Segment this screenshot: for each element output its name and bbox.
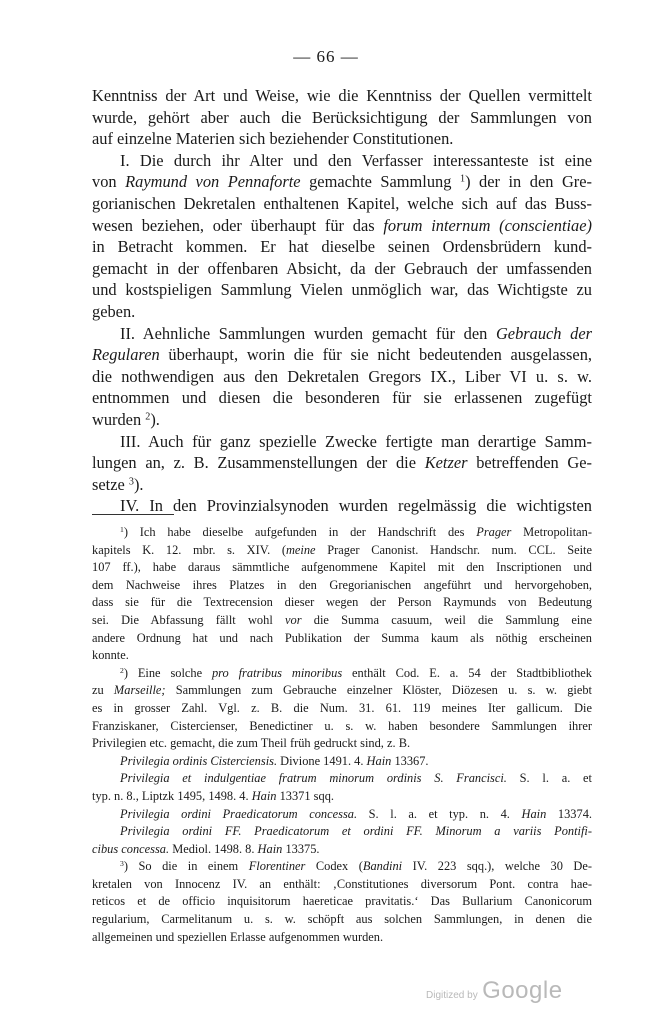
text-line: wurde, gehört aber auch die Berücksichtigung der Sammlungen von <box>92 107 592 127</box>
footnote-line: regularium, Carmelitanum u. s. w. schöpft aus solchen Sammlungen, in denen die <box>92 912 592 927</box>
footnote-line: es in grosser Zahl. Vgl. z. B. die Num. 31. 61. 119 meines Iter gallicum. Die <box>92 700 592 715</box>
footnote-line: reticos et de officio inquisitorum haereticae pravitatis.‘ Das Bullarium Canonicorum <box>92 894 592 909</box>
text-line: wurden $^2$). <box>92 409 160 429</box>
footnote-separator <box>92 514 174 515</box>
text-line: I. Die durch ihr Alter und den Verfasser interessanteste ist eine <box>120 150 592 170</box>
text-line: in Betracht kommen. Er hat dieselbe seinen Ordensbrüdern kund- <box>92 237 592 257</box>
text-line: Regularen überhaupt, worin die für sie nicht bedeutenden ausgelassen, <box>92 345 592 365</box>
footnote-line: zu Marseille; Sammlungen zum Gebrauche einzelner Klöster, Diözesen u. s. w. giebt <box>92 683 592 698</box>
footnote-line: cibus concessa. Mediol. 1498. 8. Hain 13375. <box>92 841 320 856</box>
watermark-prefix: Digitized by <box>426 990 478 1001</box>
text-line: die nothwendigen aus den Dekretalen Gregors IX., Liber VI u. s. w. <box>92 366 592 386</box>
footnote-line: sei. Die Abfassung fällt wohl vor die Summa casuum, weil die Sammlung eine <box>92 612 592 627</box>
footnote-line: Privilegia et indulgentiae fratrum minorum ordinis S. Francisci. S. l. a. et <box>120 771 592 786</box>
footnote-line: $^1$) Ich habe dieselbe aufgefunden in der Handschrift des Prager Metropolitan- <box>120 524 592 539</box>
footnote-line: $^3$) So die in einem Florentiner Codex (Bandini IV. 223 sqq.), welche 30 De- <box>120 859 592 874</box>
footnote-line: kretalen von Innocenz IV. an enthält: ‚Constitutiones diversorum Pont. contra hae- <box>92 876 592 891</box>
footnote-line: andere Ordnung hat und nach Publikation der Summa kaum als nöthig erscheinen <box>92 630 592 645</box>
text-line: gemacht in der offenbaren Absicht, da der Gebrauch der umfassenden <box>92 258 592 278</box>
footnote-line: konnte. <box>92 648 129 663</box>
footnote-line: Privilegia ordini FF. Praedicatorum et ordini FF. Minorum a variis Pontifi- <box>120 824 592 839</box>
text-line: Kenntniss der Art und Weise, wie die Kenntniss der Quellen vermittelt <box>92 86 592 105</box>
footnote-line: Privilegia ordini Praedicatorum concessa. S. l. a. et typ. n. 4. Hain 13374. <box>120 806 592 821</box>
google-logo: Google <box>482 977 563 1004</box>
text-line: entnommen und diesen die besonderen für sie erlassenen zugefügt <box>92 388 592 408</box>
footnote-line: dem Nachweise ihres Platzes in den Gregorianischen angeführt und hervorgehoben, <box>92 577 592 592</box>
footnote-line: $^2$) Eine solche pro fratribus minoribus enthält Cod. E. a. 54 der Stadtbibliothek <box>120 665 592 680</box>
text-line: und kostspieligen Sammlung Vielen unmöglich war, das Wichtigste zu <box>92 280 592 300</box>
footnote-line: Franziskaner, Cistercienser, Benedictiner u. s. w. haben besondere Sammlungen ihrer <box>92 718 592 733</box>
footnote-line: Privilegien etc. gemacht, die zum Theil früh gedruckt sind, z. B. <box>92 736 411 751</box>
footnote-line: Privilegia ordinis Cisterciensis. Divione 1491. 4. Hain 13367. <box>120 753 429 768</box>
footnote-line: 107 ff.), habe daraus sämmtliche aufgenommene Kapitel mit den Inscriptionen und <box>92 560 592 575</box>
footnote-line: typ. n. 8., Liptzk 1495, 1498. 4. Hain 13371 sqq. <box>92 788 334 803</box>
main-text <box>92 85 592 517</box>
text-line: gorianischen Dekretalen enthaltenen Kapitel, welche sich auf das Buss- <box>92 193 592 213</box>
text-line: auf einzelne Materien sich beziehender Constitutionen. <box>92 129 454 149</box>
footnotes <box>92 524 592 946</box>
text-line: III. Auch für ganz spezielle Zwecke fertigte man derartige Samm- <box>120 431 592 451</box>
text-line: IV. In den Provinzialsynoden wurden regelmässig die wichtigsten <box>120 496 592 516</box>
footnote-line: kapitels K. 12. mbr. s. XIV. (meine Prager Canonist. Handschr. num. CCL. Seite <box>92 542 592 557</box>
page-number: — 66 — <box>293 47 359 66</box>
text-line: II. Aehnliche Sammlungen wurden gemacht für den Gebrauch der <box>120 323 592 343</box>
text-line: lungen an, z. B. Zusammenstellungen der die Ketzer betreffenden Ge- <box>92 453 593 473</box>
digitized-by-google-watermark <box>426 977 563 1005</box>
text-line: setze $^3$). <box>92 474 144 494</box>
text-line: von Raymund von Pennaforte gemachte Sammlung $^1$) der in den Gre- <box>92 172 592 192</box>
footnote-line: dass sie für die Textrecension dieser wegen der Person Raymunds von Bedeutung <box>92 595 592 610</box>
text-line: wesen beziehen, oder überhaupt für das forum internum (conscientiae) <box>92 215 592 235</box>
footnote-line: allgemeinen und speziellen Erlasse aufgenommen wurden. <box>92 929 384 944</box>
text-line: geben. <box>92 301 136 321</box>
